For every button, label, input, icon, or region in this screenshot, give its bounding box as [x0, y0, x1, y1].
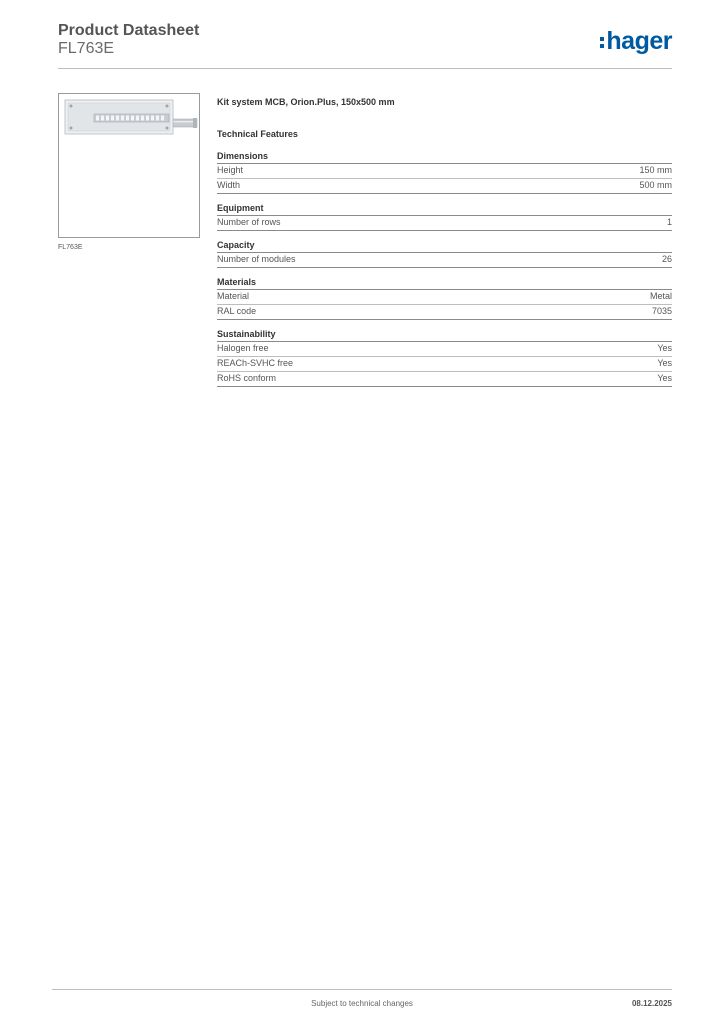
spec-row: [217, 164, 672, 179]
footer-divider: [52, 989, 672, 990]
spec-value: 7035: [651, 306, 672, 316]
spec-row: [217, 357, 672, 372]
spec-label: Width: [217, 180, 241, 190]
spec-label: REACh-SVHC free: [217, 358, 294, 368]
section-sustainability: [217, 329, 672, 387]
section-capacity: [217, 240, 672, 268]
section-dimensions: [217, 151, 672, 194]
spec-label: RoHS conform: [217, 373, 277, 383]
logo-text: hager: [606, 27, 672, 55]
spec-value: Yes: [657, 343, 672, 353]
spec-value: Metal: [649, 291, 672, 301]
spec-label: Number of modules: [217, 254, 296, 264]
spec-row: [217, 290, 672, 305]
spec-row: [217, 179, 672, 194]
logo-colon-icon: [600, 37, 604, 48]
footer-date: 08.12.2025: [631, 999, 672, 1008]
section-heading: Equipment: [217, 203, 672, 216]
image-caption: FL763E: [58, 244, 83, 251]
section-heading: Sustainability: [217, 329, 672, 342]
section-heading: Dimensions: [217, 151, 672, 164]
header-divider: [58, 68, 672, 69]
spec-label: RAL code: [217, 306, 257, 316]
section-equipment: [217, 203, 672, 231]
section-heading: Materials: [217, 277, 672, 290]
spec-label: Halogen free: [217, 343, 269, 353]
page-title: Product Datasheet: [58, 22, 200, 39]
section-materials: [217, 277, 672, 320]
spec-value: 1: [666, 217, 672, 227]
spec-value: 150 mm: [639, 165, 672, 175]
spec-label: Material: [217, 291, 250, 301]
product-kit-image: [59, 94, 199, 237]
spec-label: Number of rows: [217, 217, 281, 227]
spec-value: Yes: [657, 373, 672, 383]
spec-row: [217, 342, 672, 357]
spec-row: [217, 253, 672, 268]
spec-row: [217, 305, 672, 320]
section-heading: Capacity: [217, 240, 672, 253]
product-title: Kit system MCB, Orion.Plus, 150x500 mm: [217, 97, 395, 107]
hager-logo: [600, 28, 672, 56]
product-code: FL763E: [58, 40, 115, 57]
product-image: [58, 93, 200, 238]
spec-content: [217, 97, 672, 396]
spec-row: [217, 216, 672, 231]
features-heading: Technical Features: [217, 129, 298, 139]
spec-value: 26: [661, 254, 672, 264]
spec-value: 500 mm: [639, 180, 672, 190]
footer-note: Subject to technical changes: [311, 999, 413, 1008]
spec-label: Height: [217, 165, 244, 175]
spec-row: [217, 372, 672, 387]
spec-value: Yes: [657, 358, 672, 368]
